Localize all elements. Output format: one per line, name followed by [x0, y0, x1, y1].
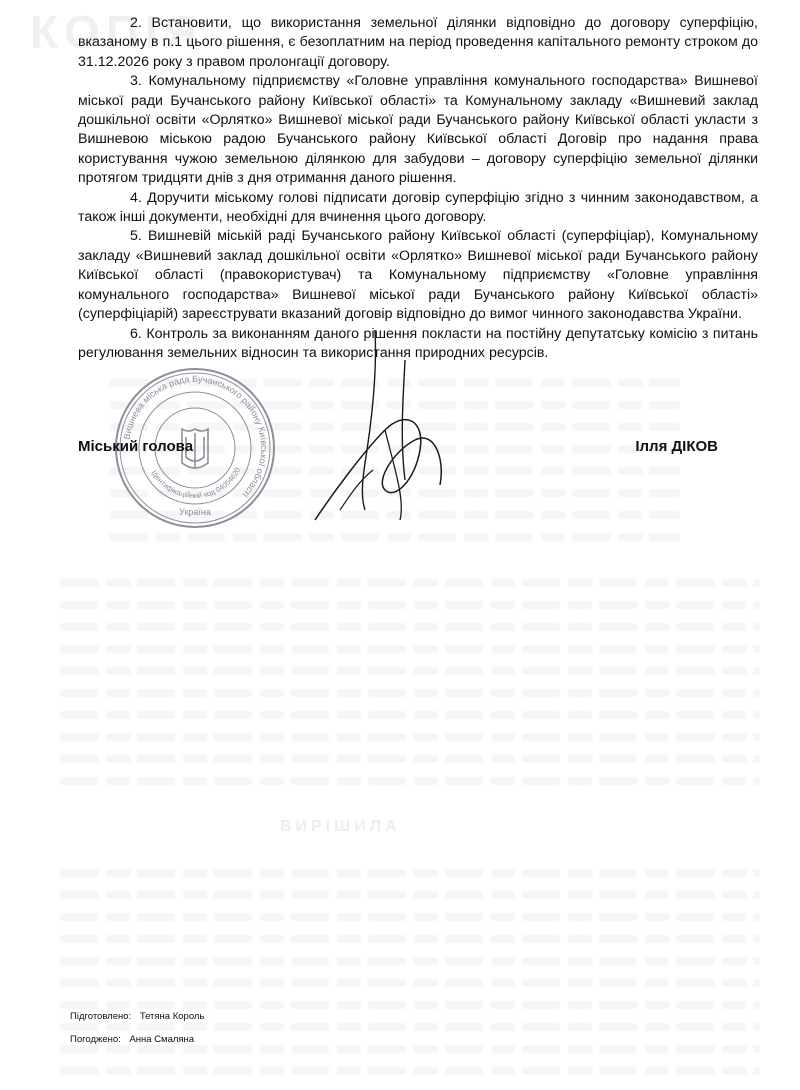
agreed-by-line [70, 1033, 194, 1047]
signer-name: Ілля ДІКОВ [635, 438, 718, 455]
paragraph-3: 3. Комунальному підприємству «Головне управління комунального господарства» Вишневої міської ради Бучанського району Київської області» та Комунальному закладу «Вишневий заклад дошкільної освіти «Орлятко» Вишневої міської ради Бучанського району Київської області укласти з Вишневою міською радою Бучанського району Київської області Договір про надання права користування чужою земельною ділянкою для забудови – договору суперфіцію земельної ділянки протягом тридцяти днів з дня отримання даного рішення. [78, 73, 758, 187]
prepared-label: Підготовлено: [70, 1011, 132, 1022]
bleed-through-block [60, 572, 760, 792]
bleed-through-text: КОПІЯ [30, 6, 203, 58]
bleed-through-block [60, 862, 760, 1082]
agreed-name: Анна Смаляна [129, 1034, 195, 1045]
signature-block [78, 438, 718, 462]
bleed-through-heading: ВИРІШИЛА [280, 818, 401, 835]
prepared-by-line [70, 1010, 204, 1024]
agreed-label: Погоджено: [70, 1034, 121, 1045]
seal-country-text: Україна [179, 507, 211, 517]
signer-position: Міський голова [78, 438, 194, 455]
seal-code-text: Ідентифікаційний код 04054620 [149, 465, 243, 501]
paragraph-6: 6. Контроль за виконанням даного рішення покласти на постійну депутатську комісію з питань регулювання земельних відносин та використання природних ресурсів. [78, 325, 758, 361]
seal-outer-text: Вишнева міська рада Бучанського району Київської області [121, 373, 270, 500]
paragraph-4: 4. Доручити міському голові підписати договір суперфіцію згідно з чинним законодавством, а також інші документи, необхідні для вчинення цього договору. [78, 189, 758, 226]
paragraph-2: 2. Встановити, що використання земельної ділянки відповідно до договору суперфіцію, вказаному в п.1 цього рішення, є безоплатним на період проведення капітального ремонту строком до 31.12.2026 року з правом пролонгації договору. [78, 15, 758, 70]
prepared-name: Тетяна Король [139, 1011, 205, 1022]
paragraph-5: 5. Вишневій міській раді Бучанського району Київської області (суперфіціар), Комунальному закладу «Вишневий заклад дошкільної освіти «Орлятко» Вишневої міської ради Бучанського району Київської області (правокористувач) та Комунальному підприємству «Головне управління комунального господарства» Вишневої міської ради Бучанського району Київської області» (суперфіціарій) зареєструвати вказаний договір відповідно до вимог чинного законодавства України. [78, 228, 758, 323]
handwritten-signature [255, 310, 495, 540]
